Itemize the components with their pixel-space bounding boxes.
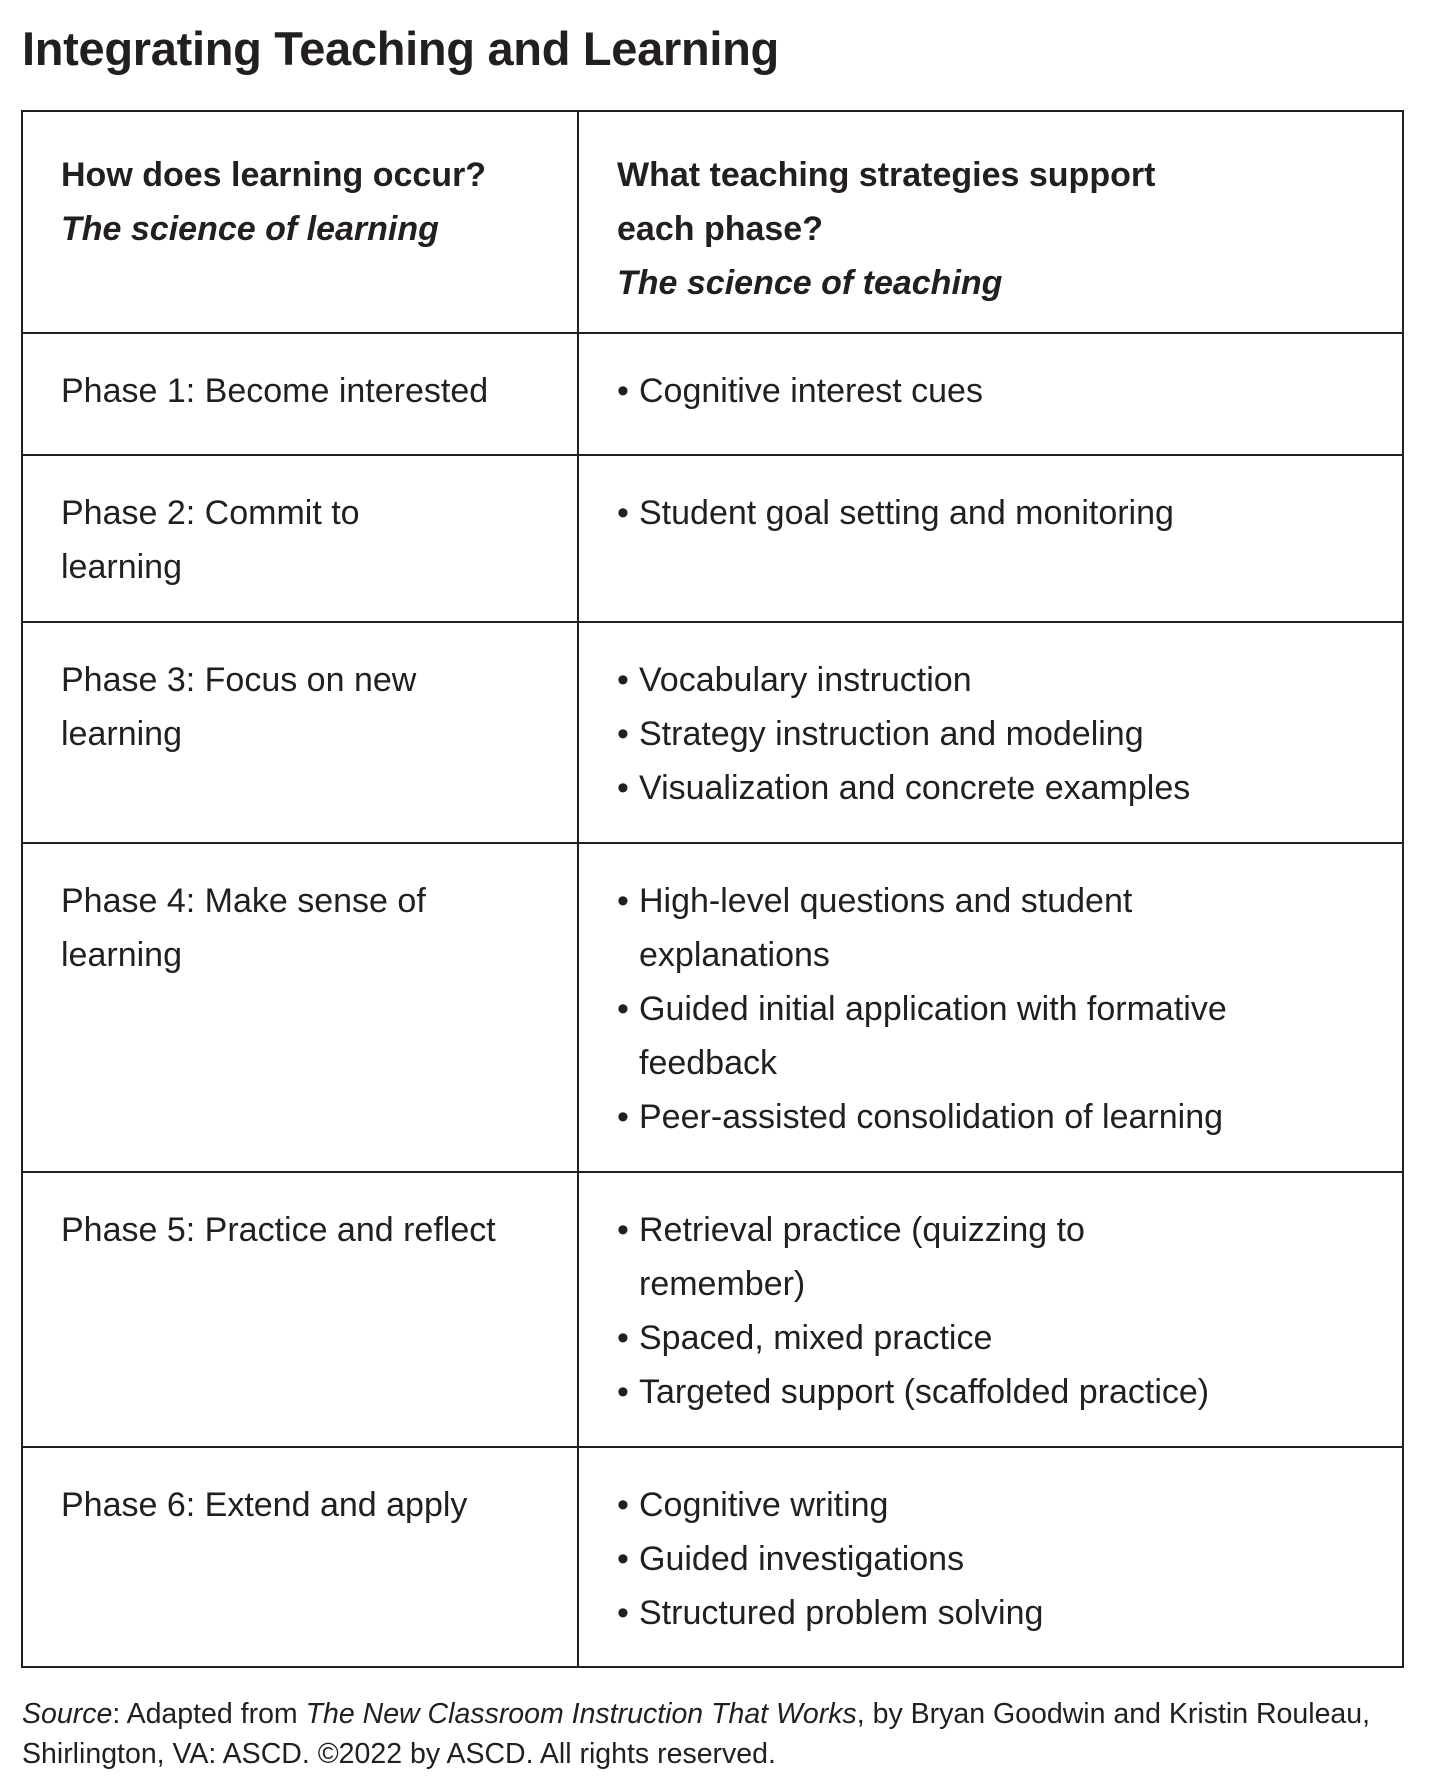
strategy-item: • Vocabulary instruction <box>617 653 1382 707</box>
phase-label: Phase 2: Commit to learning <box>61 494 360 586</box>
header-learning <box>22 111 578 333</box>
header-teaching-subtitle: The science of teaching <box>617 264 1003 302</box>
table-row <box>22 455 1403 622</box>
strategy-item: • Guided initial application with formative feedback <box>617 982 1382 1090</box>
strategy-item: • Structured problem solving <box>617 1586 1382 1640</box>
strategy-cell <box>578 1172 1403 1447</box>
phase-cell <box>22 622 578 843</box>
phase-cell <box>22 455 578 622</box>
phase-label: Phase 5: Practice and reflect <box>61 1211 496 1249</box>
strategy-list <box>617 1478 1382 1640</box>
phase-cell <box>22 1172 578 1447</box>
strategy-list <box>617 874 1382 1144</box>
strategy-cell <box>578 1447 1403 1667</box>
strategy-item: • Guided investigations <box>617 1532 1382 1586</box>
table-row <box>22 843 1403 1172</box>
header-teaching <box>578 111 1403 333</box>
phase-cell: Phase 1: Become interested <box>22 333 578 455</box>
strategy-list <box>617 364 1382 418</box>
source-book-title: The New Classroom Instruction That Works <box>305 1698 857 1730</box>
strategy-item: • Cognitive writing <box>617 1478 1382 1532</box>
page-title: Integrating Teaching and Learning <box>22 22 779 75</box>
header-learning-subtitle: The science of learning <box>61 210 439 248</box>
strategy-list <box>617 486 1382 540</box>
strategy-item: • Visualization and concrete examples <box>617 761 1382 815</box>
table-row <box>22 622 1403 843</box>
strategy-list <box>617 653 1382 815</box>
strategy-item: • Strategy instruction and modeling <box>617 707 1382 761</box>
strategy-item: • High-level questions and student explanations <box>617 874 1382 982</box>
source-note <box>22 1694 1412 1774</box>
header-teaching-question-line1: What teaching strategies support <box>617 156 1156 194</box>
table-row <box>22 1447 1403 1667</box>
table-row <box>22 1172 1403 1447</box>
source-prefix: : Adapted from <box>112 1698 306 1730</box>
strategy-cell <box>578 333 1403 455</box>
source-label: Source <box>22 1698 113 1730</box>
strategy-cell <box>578 455 1403 622</box>
strategy-item: • Peer-assisted consolidation of learning <box>617 1090 1382 1144</box>
strategy-list <box>617 1203 1382 1419</box>
phase-label: Phase 3: Focus on new learning <box>61 661 417 753</box>
strategy-item: • Spaced, mixed practice <box>617 1311 1382 1365</box>
phase-cell <box>22 843 578 1172</box>
source-suffix: , by Bryan Goodwin and Kristin Rouleau, Shirlington, VA: ASCD. ©2022 by ASCD. All rights reserved. <box>22 1698 1371 1770</box>
phase-label: Phase 4: Make sense of learning <box>61 882 426 974</box>
teaching-learning-table <box>21 110 1404 1668</box>
header-teaching-question-line2: each phase? <box>617 210 823 248</box>
phase-cell: Phase 6: Extend and apply <box>22 1447 578 1667</box>
strategy-item: • Retrieval practice (quizzing to remember) <box>617 1203 1382 1311</box>
table-row <box>22 333 1403 455</box>
strategy-item: • Student goal setting and monitoring <box>617 486 1382 540</box>
strategy-cell <box>578 622 1403 843</box>
header-learning-question: How does learning occur? <box>61 156 487 194</box>
strategy-item: • Targeted support (scaffolded practice) <box>617 1365 1382 1419</box>
strategy-item: • Cognitive interest cues <box>617 364 1382 418</box>
strategy-cell <box>578 843 1403 1172</box>
table-header-row <box>22 111 1403 333</box>
